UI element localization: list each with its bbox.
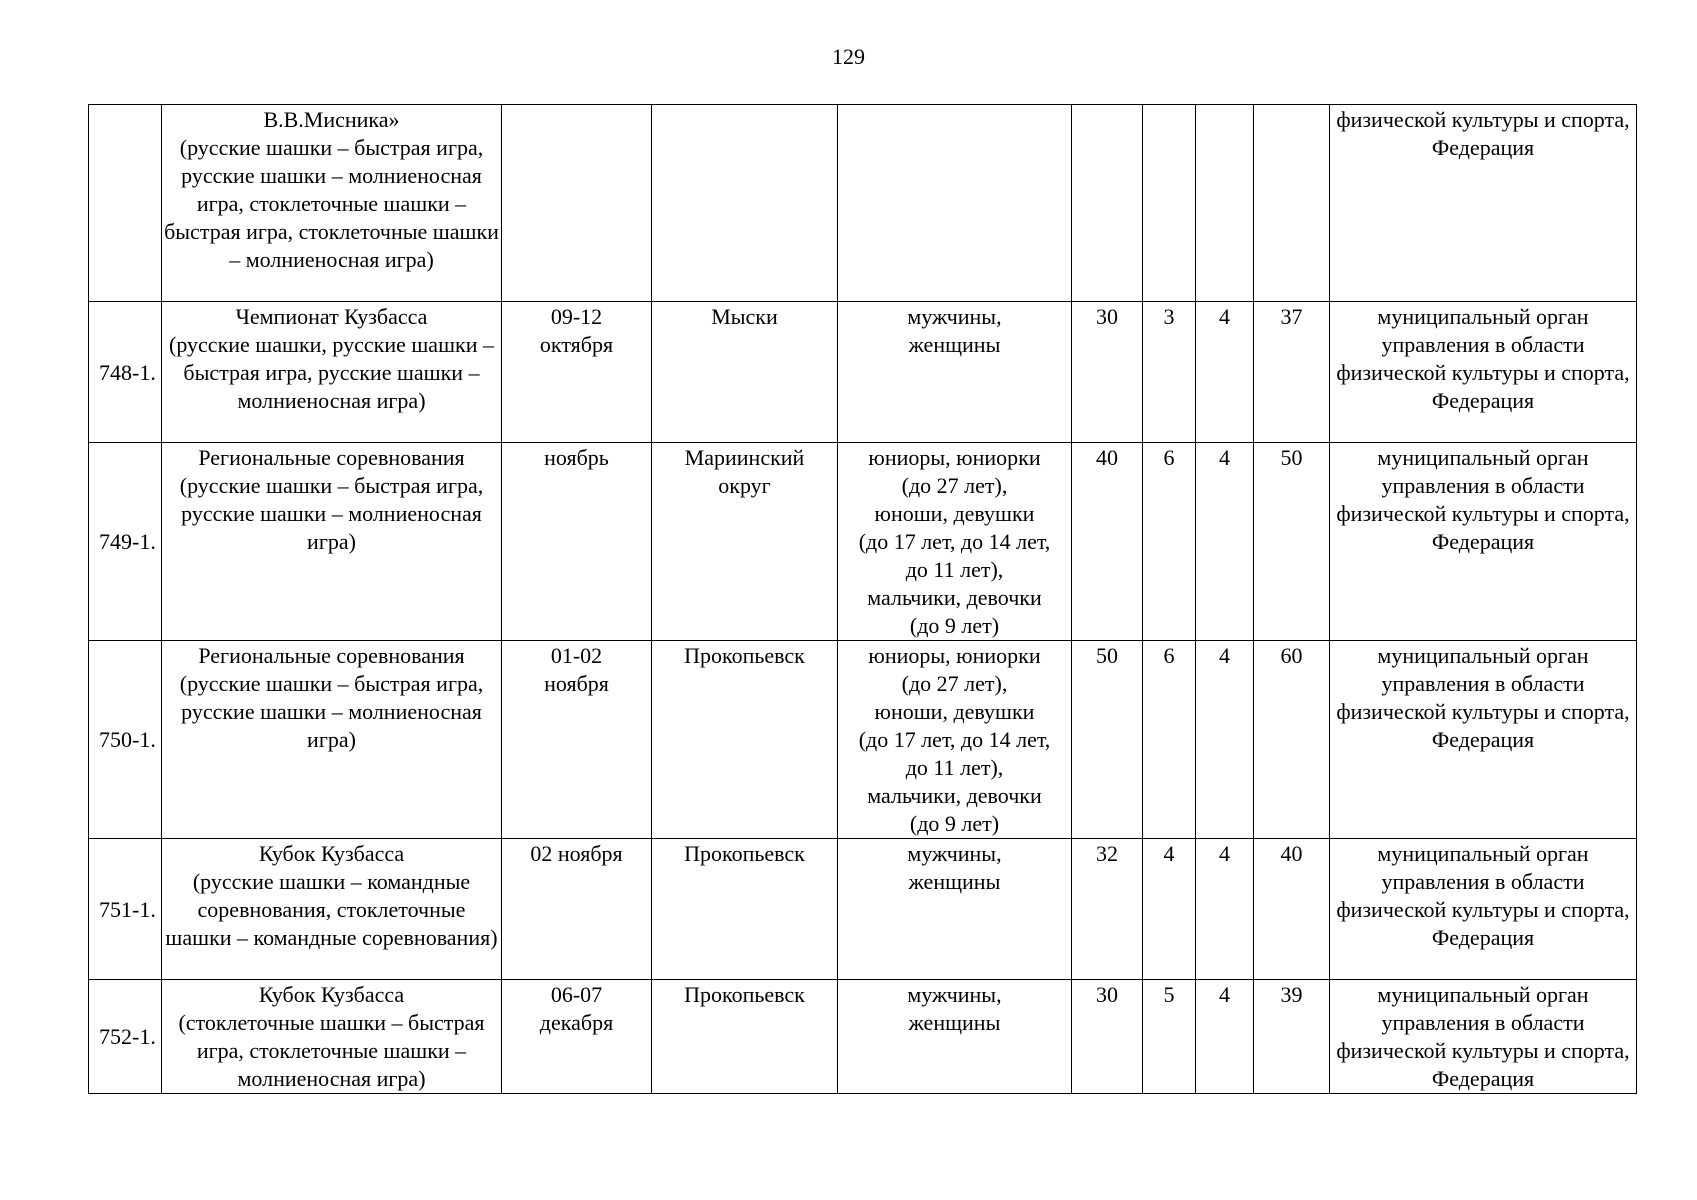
event-date: ноябрь xyxy=(502,443,652,641)
event-date: 02 ноября xyxy=(502,839,652,980)
count-athletes: 30 xyxy=(1072,302,1143,443)
count-athletes xyxy=(1072,105,1143,302)
organizer: муниципальный орган управления в области физической культуры и спорта, Федерация xyxy=(1330,980,1637,1094)
count-coaches: 5 xyxy=(1143,980,1196,1094)
row-number: 751-1. xyxy=(89,839,162,980)
event-place: Мариинский округ xyxy=(652,443,838,641)
event-place: Прокопьевск xyxy=(652,641,838,839)
count-judges: 4 xyxy=(1196,641,1254,839)
count-judges: 4 xyxy=(1196,980,1254,1094)
organizer: муниципальный орган управления в области физической культуры и спорта, Федерация xyxy=(1330,839,1637,980)
event-date xyxy=(502,105,652,302)
organizer: муниципальный орган управления в области физической культуры и спорта, Федерация xyxy=(1330,641,1637,839)
participants: юниоры, юниорки (до 27 лет), юноши, девушки (до 17 лет, до 14 лет, до 11 лет), мальчики, девочки (до 9 лет) xyxy=(838,641,1072,839)
count-coaches: 6 xyxy=(1143,443,1196,641)
event-place: Прокопьевск xyxy=(652,839,838,980)
count-athletes: 32 xyxy=(1072,839,1143,980)
table-row xyxy=(89,105,1637,302)
competition-schedule-table xyxy=(88,104,1637,1094)
count-judges: 4 xyxy=(1196,443,1254,641)
row-number: 748-1. xyxy=(89,302,162,443)
event-place: Прокопьевск xyxy=(652,980,838,1094)
organizer: физической культуры и спорта, Федерация xyxy=(1330,105,1637,302)
page-number: 129 xyxy=(832,44,865,69)
count-judges xyxy=(1196,105,1254,302)
row-number xyxy=(89,105,162,302)
event-name: В.В.Мисника» (русские шашки – быстрая игра, русские шашки – молниеносная игра, стоклеточные шашки – быстрая игра, стоклеточные шашки – молниеносная игра) xyxy=(162,105,502,302)
row-number: 752-1. xyxy=(89,980,162,1094)
count-total: 40 xyxy=(1254,839,1330,980)
event-name: Чемпионат Кузбасса (русские шашки, русские шашки – быстрая игра, русские шашки – молниеносная игра) xyxy=(162,302,502,443)
participants xyxy=(838,105,1072,302)
count-coaches: 6 xyxy=(1143,641,1196,839)
count-coaches: 4 xyxy=(1143,839,1196,980)
organizer: муниципальный орган управления в области физической культуры и спорта, Федерация xyxy=(1330,443,1637,641)
table-row xyxy=(89,839,1637,980)
count-total: 50 xyxy=(1254,443,1330,641)
participants: мужчины, женщины xyxy=(838,839,1072,980)
event-place xyxy=(652,105,838,302)
event-date: 01-02 ноября xyxy=(502,641,652,839)
event-date: 09-12 октября xyxy=(502,302,652,443)
event-place: Мыски xyxy=(652,302,838,443)
count-judges: 4 xyxy=(1196,839,1254,980)
participants: юниоры, юниорки (до 27 лет), юноши, девушки (до 17 лет, до 14 лет, до 11 лет), мальчики, девочки (до 9 лет) xyxy=(838,443,1072,641)
event-date: 06-07 декабря xyxy=(502,980,652,1094)
table-row xyxy=(89,980,1637,1094)
count-athletes: 50 xyxy=(1072,641,1143,839)
count-total xyxy=(1254,105,1330,302)
row-number: 750-1. xyxy=(89,641,162,839)
participants: мужчины, женщины xyxy=(838,302,1072,443)
count-total: 37 xyxy=(1254,302,1330,443)
count-athletes: 40 xyxy=(1072,443,1143,641)
event-name: Региональные соревнования (русские шашки – быстрая игра, русские шашки – молниеносная игра) xyxy=(162,443,502,641)
count-coaches: 3 xyxy=(1143,302,1196,443)
count-judges: 4 xyxy=(1196,302,1254,443)
count-athletes: 30 xyxy=(1072,980,1143,1094)
row-number: 749-1. xyxy=(89,443,162,641)
table-row xyxy=(89,443,1637,641)
count-coaches xyxy=(1143,105,1196,302)
organizer: муниципальный орган управления в области физической культуры и спорта, Федерация xyxy=(1330,302,1637,443)
event-name: Региональные соревнования (русские шашки – быстрая игра, русские шашки – молниеносная игра) xyxy=(162,641,502,839)
event-name: Кубок Кузбасса (стоклеточные шашки – быстрая игра, стоклеточные шашки – молниеносная игра) xyxy=(162,980,502,1094)
table-row xyxy=(89,641,1637,839)
count-total: 60 xyxy=(1254,641,1330,839)
count-total: 39 xyxy=(1254,980,1330,1094)
table-row xyxy=(89,302,1637,443)
participants: мужчины, женщины xyxy=(838,980,1072,1094)
event-name: Кубок Кузбасса (русские шашки – командные соревнования, стоклеточные шашки – командные соревнования) xyxy=(162,839,502,980)
